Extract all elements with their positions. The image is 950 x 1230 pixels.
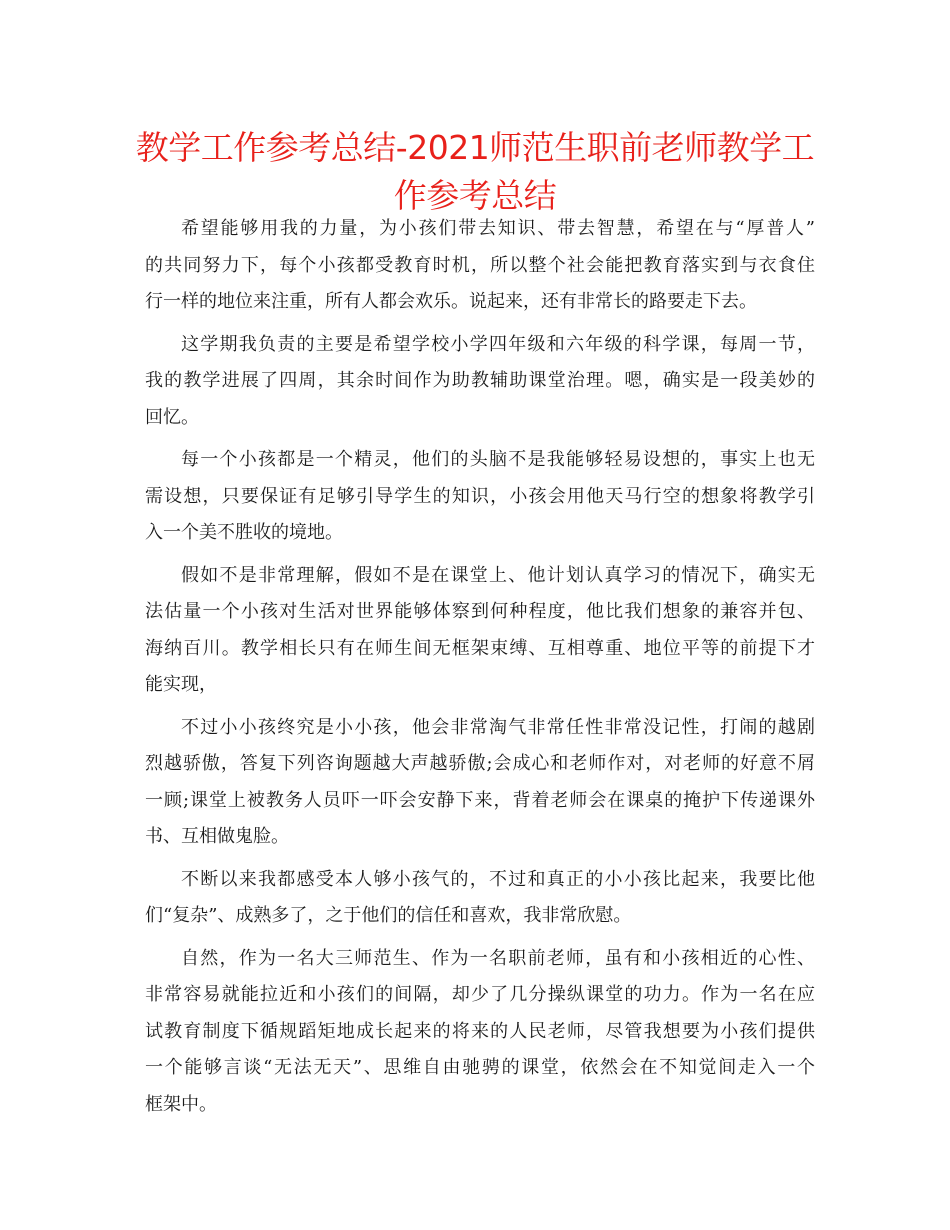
paragraph-line: 非常容易就能拉近和小孩们的间隔，却少了几分操纵课堂的功力。作为一名在应 [145,984,815,1005]
document-body [145,211,815,1129]
paragraph-line: 假如不是非常理解，假如不是在课堂上、他计划认真学习的情况下，确实无 [181,564,815,586]
paragraph-line: 法估量一个小孩对生活对世界能够体察到何种程度，他比我们想象的兼容并包、 [145,601,815,622]
paragraph-line: 入一个美不胜收的境地。 [145,522,343,543]
paragraph-line: 们“复杂”、成熟多了，之于他们的信任和喜欢，我非常欣慰。 [145,905,632,926]
paragraph-line: 一顾;课堂上被教务人员吓一吓会安静下来，背着老师会在课桌的掩护下传递课外 [145,789,815,811]
title-line-1: 教学工作参考总结-2021师范生职前老师教学工 [135,128,815,167]
paragraph-line: 不过小小孩终究是小小孩，他会非常淘气非常任性非常没记性，打闹的越剧 [181,716,815,738]
paragraph-line: 自然，作为一名大三师范生、作为一名职前老师，虽有和小孩相近的心性、 [181,947,815,969]
paragraph-5 [145,710,815,856]
paragraph-line: 试教育制度下循规蹈矩地成长起来的将来的人民老师，尽管我想要为小孩们提供 [145,1020,815,1042]
paragraph-line: 能实现， [145,674,217,695]
paragraph-6 [145,862,815,935]
paragraph-line: 我的教学进展了四周，其余时间作为助教辅助课堂治理。嗯，确实是一段美妙的 [145,370,815,391]
paragraph-3 [145,442,815,552]
paragraph-line: 书、互相做鬼脸。 [145,826,289,847]
paragraph-line: 一个能够言谈“无法无天”、思维自由驰骋的课堂，依然会在不知觉间走入一个 [145,1057,815,1078]
paragraph-2 [145,327,815,437]
paragraph-1 [145,211,815,321]
paragraph-line: 每一个小孩都是一个精灵，他们的头脑不是我能够轻易设想的，事实上也无 [181,449,815,470]
paragraph-line: 不断以来我都感受本人够小孩气的，不过和真正的小小孩比起来，我要比他 [181,868,815,890]
paragraph-line: 回忆。 [145,406,199,428]
paragraph-line: 烈越骄傲，答复下列咨询题越大声越骄傲;会成心和老师作对，对老师的好意不屑 [145,753,815,774]
document-title [130,124,820,220]
title-line-2: 作参考总结 [393,176,557,215]
paragraph-4 [145,558,815,704]
paragraph-line: 框架中。 [145,1093,217,1115]
paragraph-line: 海纳百川。教学相长只有在师生间无框架束缚、互相尊重、地位平等的前提下才 [145,637,815,659]
paragraph-7 [145,941,815,1124]
paragraph-line: 希望能够用我的力量，为小孩们带去知识、带去智慧，希望在与“厚普人” [181,218,815,239]
paragraph-line: 需设想，只要保证有足够引导学生的知识，小孩会用他天马行空的想象将教学引 [145,485,815,507]
paragraph-line: 这学期我负责的主要是希望学校小学四年级和六年级的科学课，每周一节， [181,333,815,355]
paragraph-line: 行一样的地位来注重，所有人都会欢乐。说起来，还有非常长的路要走下去。 [145,291,757,312]
paragraph-line: 的共同努力下，每个小孩都受教育时机，所以整个社会能把教育落实到与衣食住 [145,254,815,276]
